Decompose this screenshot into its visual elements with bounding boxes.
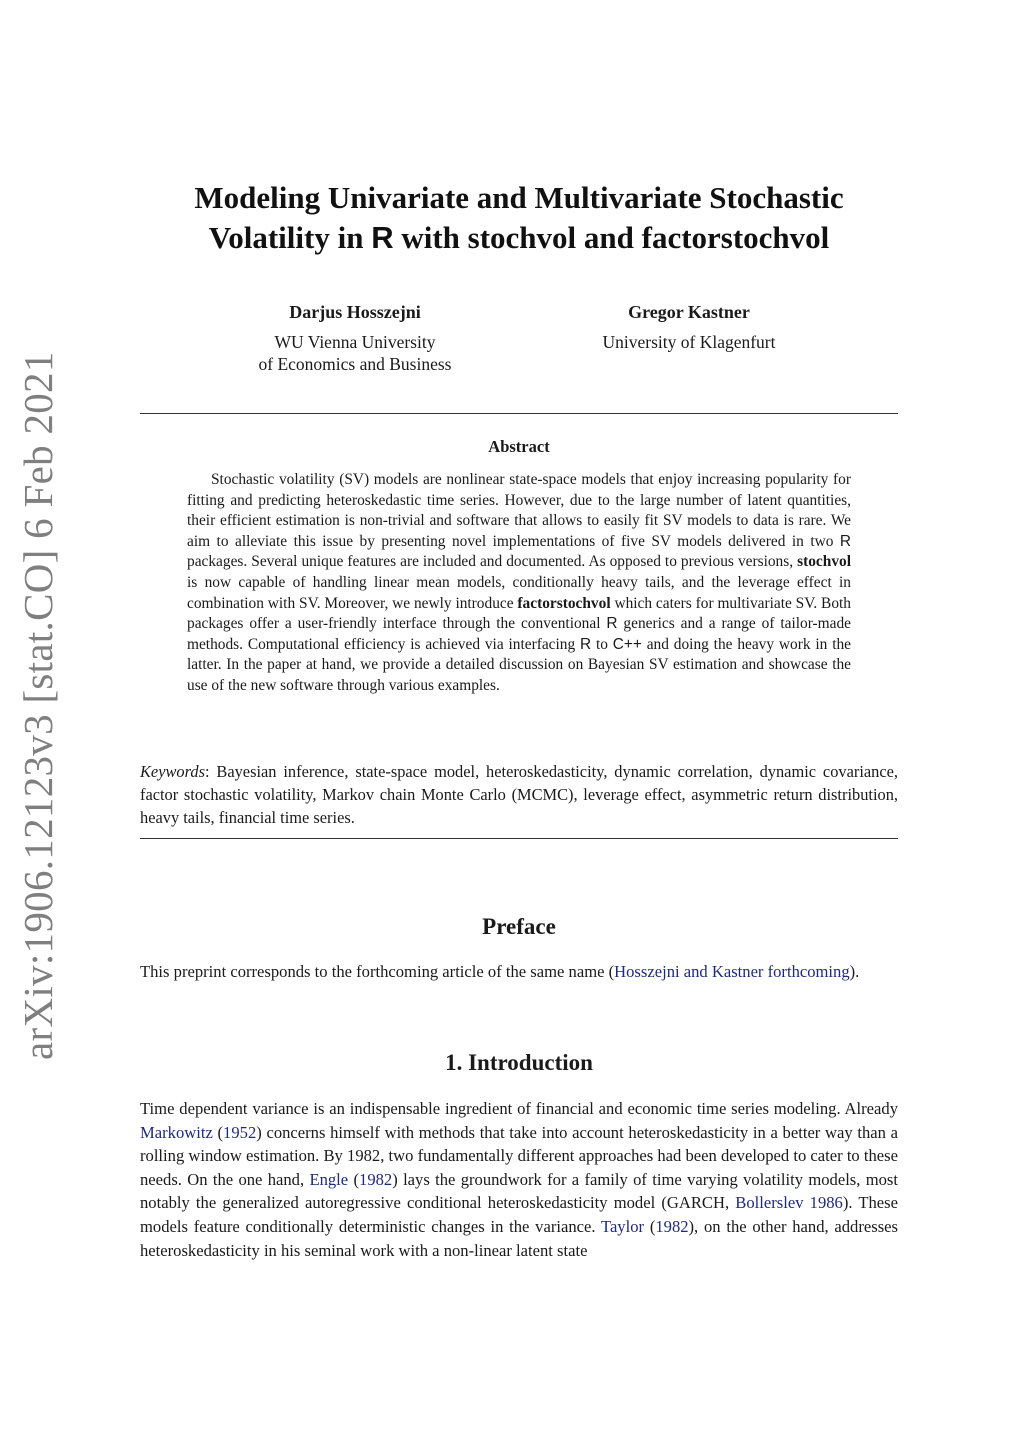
citation-link[interactable]: Hosszejni and Kastner forthcoming <box>614 962 850 981</box>
citation-link[interactable]: Bollerslev 1986 <box>735 1193 843 1213</box>
intro-text: ( <box>644 1216 656 1236</box>
preface-heading: Preface <box>482 914 556 939</box>
abstract-body <box>187 470 851 697</box>
arxiv-identifier: arXiv:1906.12123v3 [stat.CO] 6 Feb 2021 <box>15 351 61 1060</box>
intro-text: ( <box>348 1169 360 1189</box>
author-block-1 <box>225 301 485 375</box>
preface-text: This preprint corresponds to the forthcoming article of the same name ( <box>140 962 615 981</box>
preface-text: ). <box>849 962 860 981</box>
intro-text: ) concerns himself with methods that take into account heteroskedasticity in a better way than a rolling window estimation. By 1982, two fundamentally different approaches had been developed to cater to these needs. On the one hand, <box>140 1122 898 1189</box>
title-line-1: Modeling Univariate and Multivariate Stochastic <box>194 180 844 215</box>
stochvol-package-name: stochvol <box>797 553 851 571</box>
introduction-paragraph <box>140 1097 898 1262</box>
abstract-text: and doing the heavy work in the latter. In the paper at hand, we provide a detailed discussion on Bayesian SV estimation and showcase the use of the new software through various examples. <box>187 635 851 694</box>
r-language-mention: R <box>580 635 592 653</box>
intro-text: ), on the other hand, addresses heteroskedasticity in his seminal work with a non-linear latent state <box>140 1216 898 1260</box>
author-name: Gregor Kastner <box>628 302 750 322</box>
citation-link[interactable]: 1982 <box>655 1216 689 1236</box>
bottom-divider <box>140 838 898 839</box>
preface-paragraph <box>140 960 898 984</box>
title-line-2 <box>140 218 898 258</box>
cpp-language-mention: C++ <box>612 635 642 653</box>
paper-title <box>140 178 898 258</box>
abstract-text: Stochastic volatility (SV) models are nonlinear state-space models that enjoy increasing popularity for fitting and predicting heteroskedastic time series. However, due to the large number of latent quantities, their efficient estimation is non-trivial and software that allows to easily fit SV models to data is rare. We aim to alleviate this issue by presenting novel implementations of five SV models delivered in two <box>187 471 851 550</box>
abstract-text: packages. Several unique features are included and documented. As opposed to previous versions, <box>187 553 798 571</box>
top-divider <box>140 413 898 414</box>
factorstochvol-package-name: factorstochvol <box>517 594 611 612</box>
intro-text: Time dependent variance is an indispensable ingredient of financial and economic time series modeling. Already <box>140 1099 898 1118</box>
author-block-2 <box>560 301 818 353</box>
abstract-heading: Abstract <box>488 437 550 456</box>
r-language-mention: R <box>606 615 618 633</box>
r-language-mention: R <box>839 532 851 550</box>
citation-link[interactable]: 1982 <box>359 1169 393 1189</box>
keywords-label: Keywords <box>140 762 205 781</box>
author-name: Darjus Hosszejni <box>289 302 421 322</box>
title-line-2-end: with stochvol and factorstochvol <box>393 220 830 255</box>
citation-link[interactable]: Taylor <box>600 1216 645 1236</box>
author-affiliation: WU Vienna University <box>274 332 436 352</box>
intro-text: ) lays the groundwork for a family of time varying volatility models, most notably the generalized autoregressive conditional heteroskedasticity model (GARCH, <box>140 1169 898 1213</box>
citation-link[interactable]: Markowitz <box>140 1122 213 1142</box>
keywords <box>140 760 898 829</box>
author-affiliation: University of Klagenfurt <box>602 332 776 352</box>
abstract-text: which caters for multivariate SV. Both packages offer a user-friendly interface through the conventional <box>187 594 851 633</box>
intro-text: ( <box>212 1122 224 1142</box>
title-line-2-start: Volatility in <box>208 220 372 255</box>
title-r-language: R <box>371 220 394 255</box>
abstract-text: to <box>591 635 613 653</box>
abstract-text: generics and a range of tailor-made methods. Computational efficiency is achieved via interfacing <box>187 615 851 653</box>
keywords-list: : Bayesian inference, state-space model, heteroskedasticity, dynamic correlation, dynamic covariance, factor stochastic volatility, Markov chain Monte Carlo (MCMC), leverage effect, asymmetric return distribution, heavy tails, financial time series. <box>140 762 898 827</box>
author-affiliation: of Economics and Business <box>258 354 452 374</box>
citation-link[interactable]: Engle <box>309 1169 349 1189</box>
introduction-heading: 1. Introduction <box>445 1050 593 1075</box>
intro-text: ). These models feature conditionally deterministic changes in the variance. <box>140 1193 898 1236</box>
citation-link[interactable]: 1952 <box>223 1122 257 1142</box>
abstract-text: is now capable of handling linear mean models, conditionally heavy tails, and the leverage effect in combination with SV. Moreover, we newly introduce <box>187 573 851 612</box>
